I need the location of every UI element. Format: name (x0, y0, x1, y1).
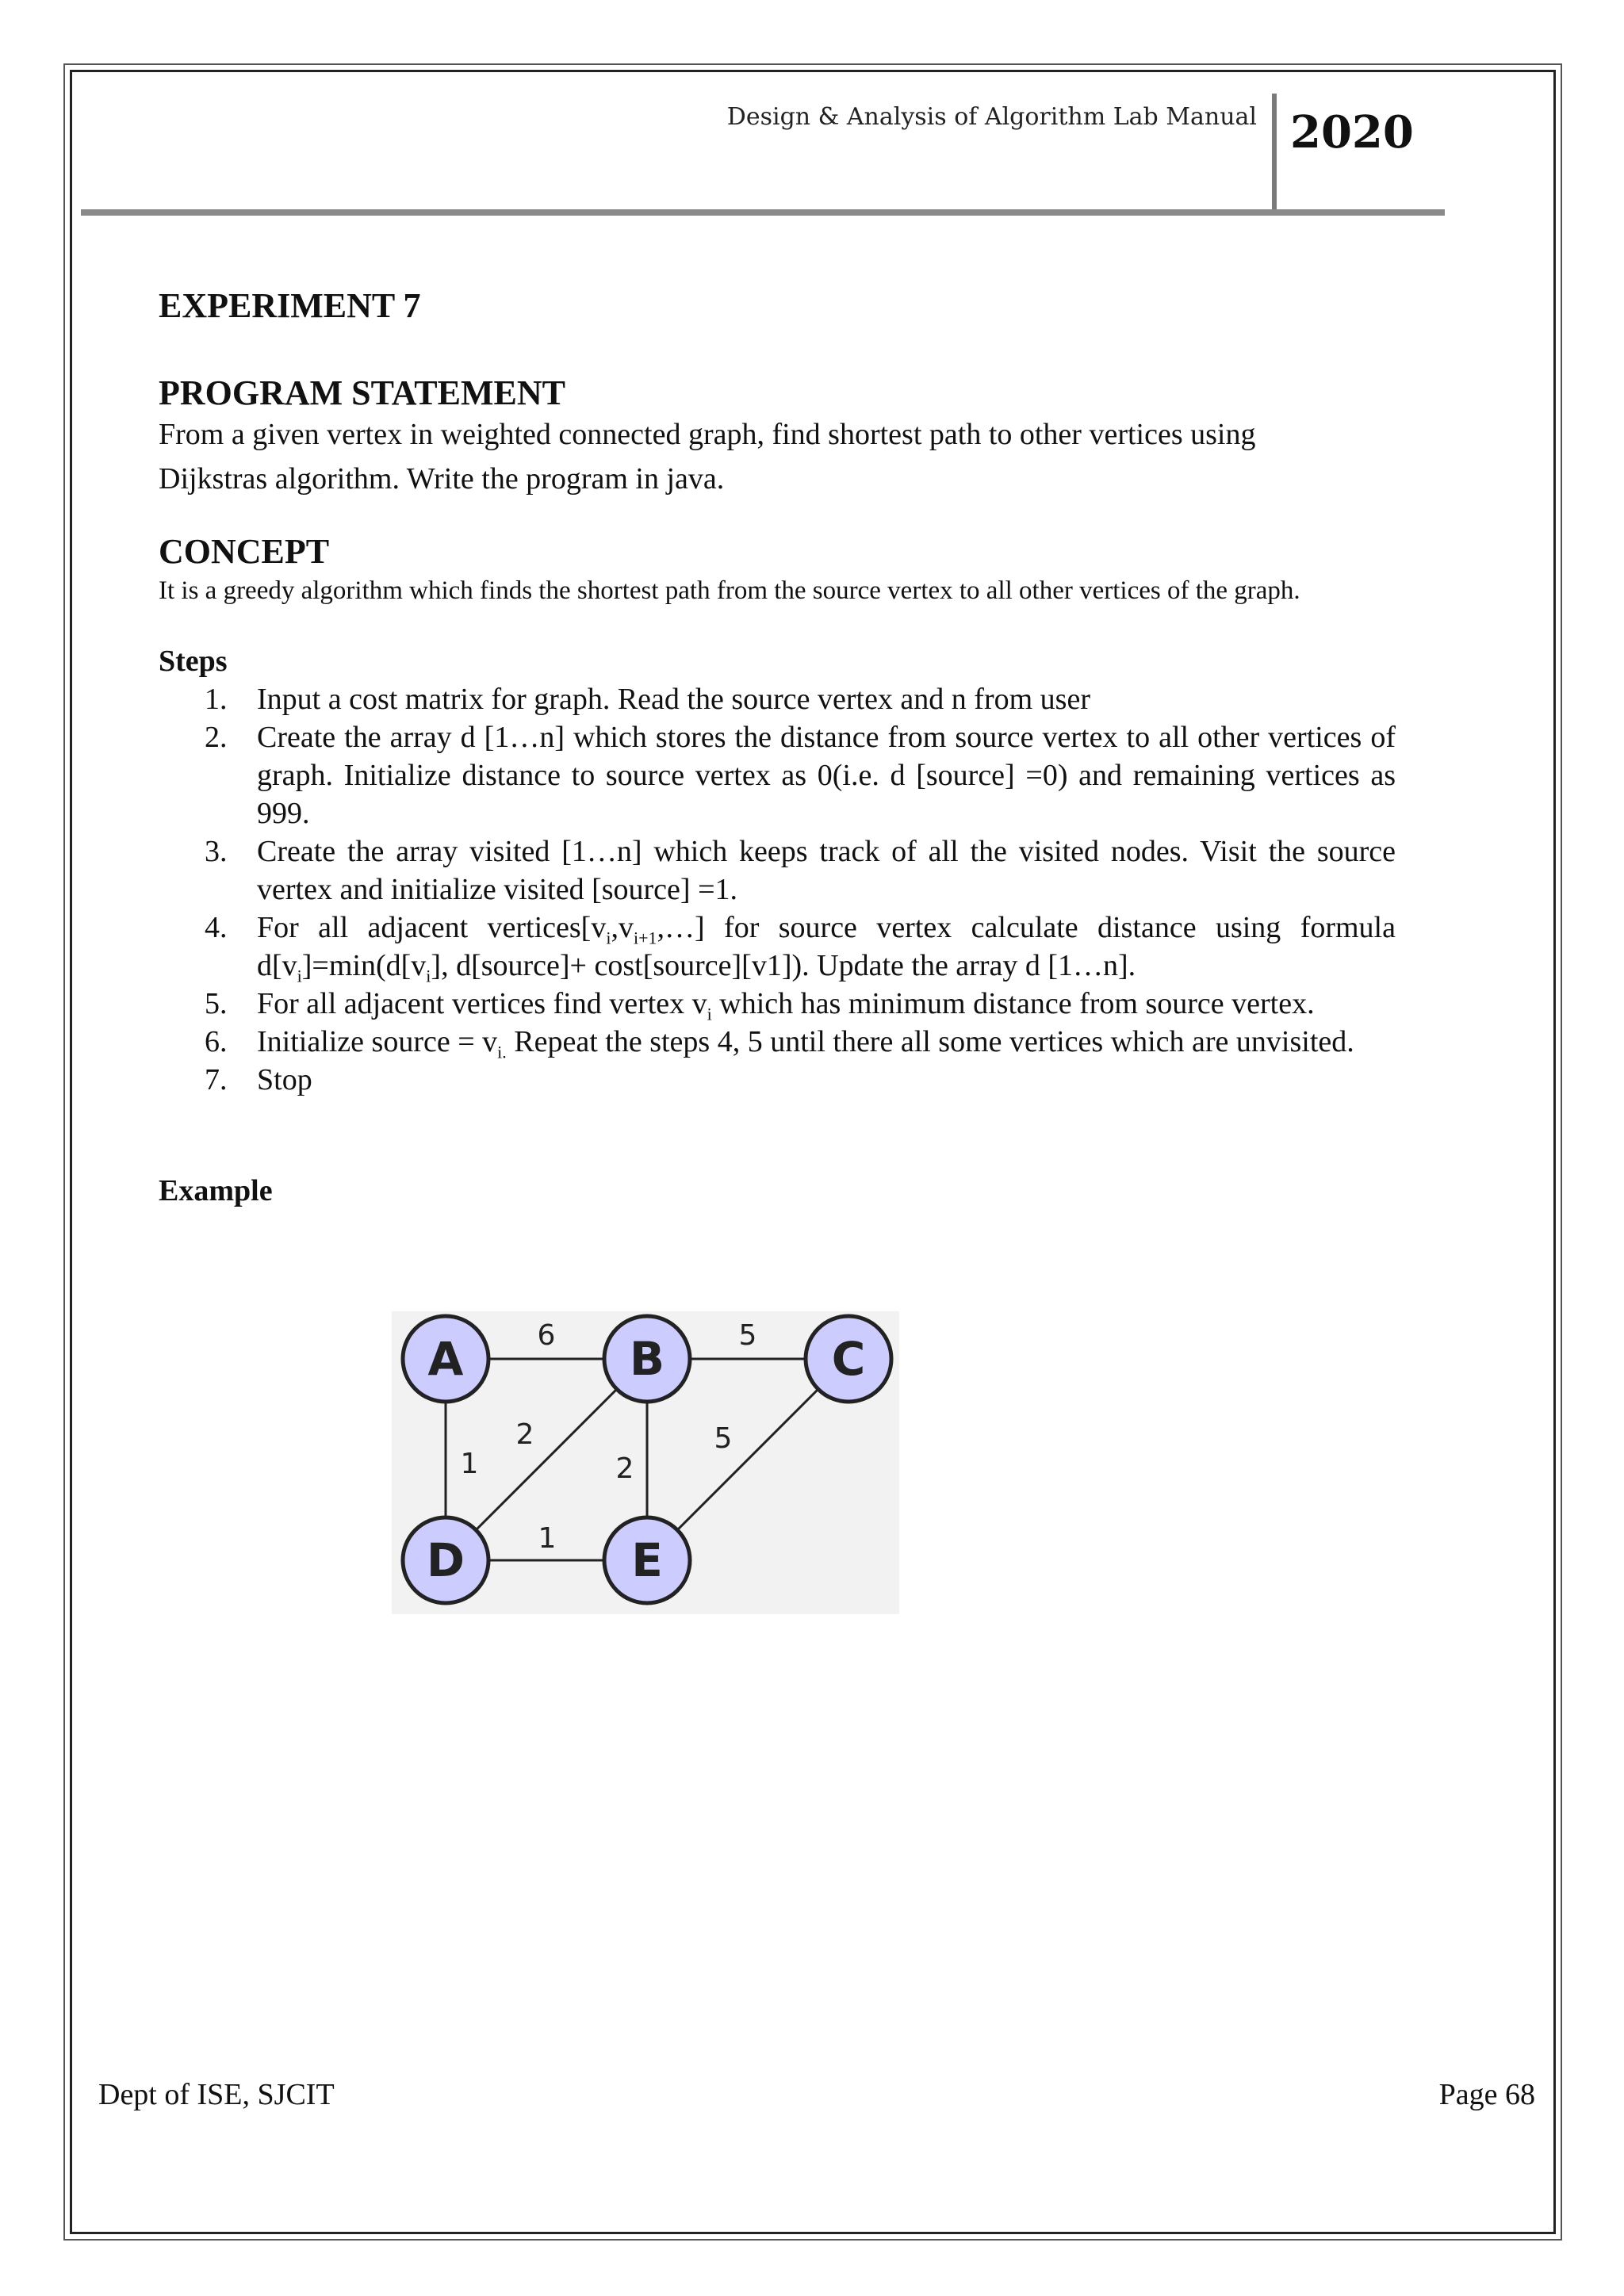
step-number: 2. (205, 721, 228, 754)
graph-edge-weight: 5 (714, 1422, 733, 1455)
graph-node-a (403, 1316, 488, 1402)
step-item (159, 718, 1396, 832)
experiment-title: EXPERIMENT 7 (159, 286, 421, 325)
footer-page-number: Page 68 (1438, 2078, 1535, 2111)
step-item (159, 1061, 1396, 1099)
graph-edge-weight: 2 (615, 1452, 634, 1485)
steps-label: Steps (159, 645, 228, 678)
graph-node-b (604, 1316, 690, 1402)
step-item (159, 909, 1396, 985)
header-divider-vertical (1272, 94, 1277, 214)
graph-node-label: B (629, 1332, 665, 1386)
graph-edge-weight: 6 (537, 1319, 556, 1352)
graph-edge-weight: 1 (460, 1448, 479, 1480)
step-item (159, 832, 1396, 909)
example-label: Example (159, 1174, 273, 1207)
step-item (159, 680, 1396, 718)
graph-node-e (604, 1517, 690, 1603)
footer-dept: Dept of ISE, SJCIT (98, 2078, 335, 2111)
step-text: Stop (257, 1063, 312, 1096)
graph-edge-weight: 1 (538, 1522, 557, 1555)
header-year: 2020 (1290, 106, 1414, 159)
step-text: For all adjacent vertices find vertex $v_i$ which has minimum distance from source vertex. (257, 987, 1315, 1024)
graph-node-c (806, 1316, 891, 1402)
graph-node-label: D (426, 1533, 465, 1587)
step-text: Input a cost matrix for graph. Read the source vertex and n from user (257, 683, 1090, 716)
graph-node-label: A (427, 1332, 464, 1386)
graph-node-label: C (831, 1332, 866, 1386)
graph-node-label: E (631, 1533, 663, 1587)
step-number: 5. (205, 987, 228, 1020)
program-statement-line-2: Dijkstras algorithm. Write the program in java. (159, 462, 725, 496)
program-statement-heading: PROGRAM STATEMENT (159, 373, 565, 412)
step-number: 4. (205, 911, 228, 944)
program-statement-line-1: From a given vertex in weighted connected graph, find shortest path to other vertices using (159, 418, 1256, 451)
step-item (159, 1023, 1396, 1061)
steps-list (159, 680, 1396, 1099)
step-number: 1. (205, 683, 228, 716)
example-graph (392, 1311, 899, 1614)
step-number: 7. (205, 1063, 228, 1096)
step-item (159, 985, 1396, 1023)
step-number: 6. (205, 1025, 228, 1058)
graph-node-d (403, 1517, 488, 1603)
concept-heading: CONCEPT (159, 532, 330, 571)
step-text: Create the array d [1…n] which stores the distance from source vertex to all other vertices of graph. Initialize distance to source vertex as 0(i.e. d [source] =0) and remaining vertices as 999. (257, 721, 1396, 830)
step-number: 3. (205, 835, 228, 868)
header-title: Design & Analysis of Algorithm Lab Manual (726, 103, 1257, 131)
concept-text: It is a greedy algorithm which finds the shortest path from the source vertex to all other vertices of the graph. (159, 576, 1300, 605)
header-divider-horizontal (81, 209, 1445, 216)
graph-edge-weight: 5 (738, 1319, 757, 1352)
step-text: Create the array visited [1…n] which keeps track of all the visited nodes. Visit the source vertex and initialize visited [source] =1. (257, 835, 1396, 906)
graph-edge-weight: 2 (515, 1418, 534, 1451)
step-text: Initialize source = $v_{i.}$ Repeat the steps 4, 5 until there all some vertices which are unvisited. (257, 1025, 1354, 1062)
step-text: For all adjacent $vertices[v_i,v_{i+1},\dots]$ for source vertex calculate distance using formula $d[v_i]=\min(d[v_i]$, d[source]+ cost[source][v1]). Update the array d [1…n]. (257, 911, 1396, 986)
